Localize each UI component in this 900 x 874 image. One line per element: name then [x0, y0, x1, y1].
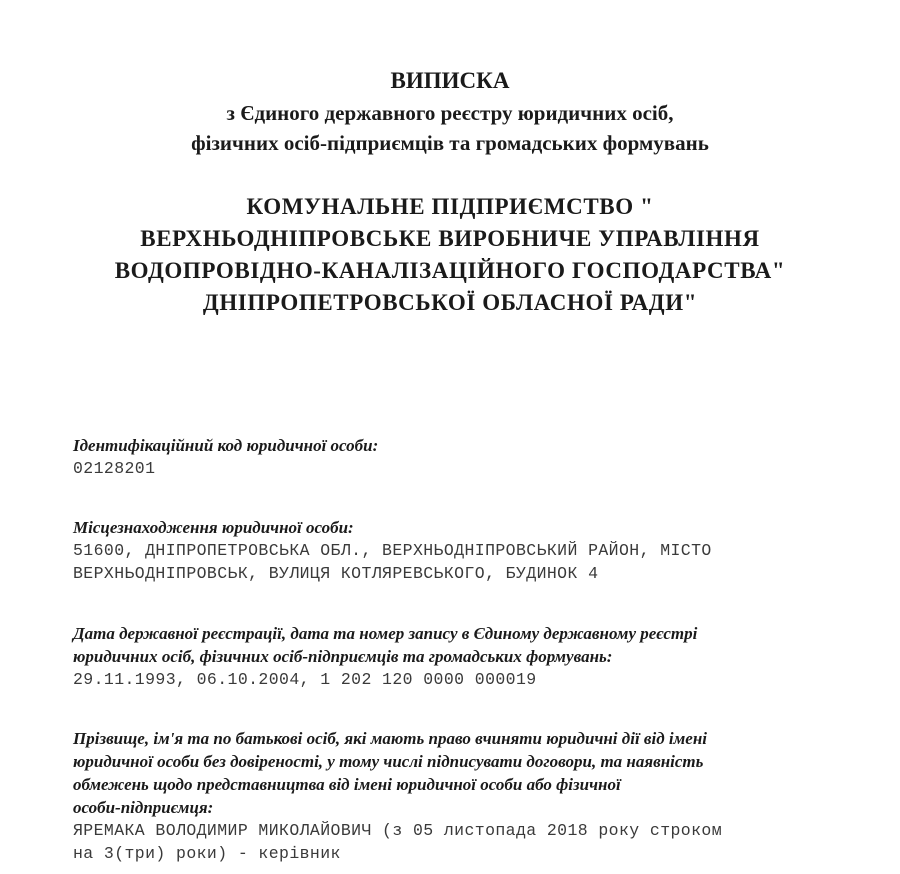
document-title-text: ВИПИСКА	[390, 68, 510, 93]
organization-name-line: ДНІПРОПЕТРОВСЬКОЇ ОБЛАСНОЇ РАДИ"	[202, 290, 698, 315]
document-title	[0, 66, 900, 96]
representatives-label-line: юридичної особи без довіреності, у тому числі підписувати договори, та наявність	[73, 752, 704, 771]
registration-label-line: Дата державної реєстрації, дата та номер запису в Єдиному державному реєстрі	[73, 624, 698, 643]
organization-name	[0, 191, 900, 319]
identification-code-value: 02128201	[73, 459, 156, 478]
identification-code-section	[73, 434, 833, 480]
document-subtitle	[0, 98, 900, 158]
registration-section	[73, 622, 833, 691]
address-label: Місцезнаходження юридичної особи:	[73, 518, 354, 537]
representatives-value-line: ЯРЕМАКА ВОЛОДИМИР МИКОЛАЙОВИЧ (з 05 листопада 2018 року строком	[73, 821, 723, 840]
representatives-section	[73, 727, 833, 865]
organization-name-line: ВЕРХНЬОДНІПРОВСЬКЕ ВИРОБНИЧЕ УПРАВЛІННЯ	[140, 226, 760, 251]
address-value-line: ВЕРХНЬОДНІПРОВСЬК, ВУЛИЦЯ КОТЛЯРЕВСЬКОГО, БУДИНОК 4	[73, 564, 599, 583]
document-subtitle-line: з Єдиного державного реєстру юридичних осіб,	[226, 101, 674, 125]
document-subtitle-line: фізичних осіб-підприємців та громадських формувань	[191, 131, 709, 155]
address-value-line: 51600, ДНІПРОПЕТРОВСЬКА ОБЛ., ВЕРХНЬОДНІПРОВСЬКИЙ РАЙОН, МІСТО	[73, 541, 712, 560]
address-section	[73, 516, 833, 585]
representatives-value-line: на 3(три) роки) - керівник	[73, 844, 341, 863]
registration-label-line: юридичних осіб, фізичних осіб-підприємців та громадських формувань:	[73, 647, 613, 666]
identification-code-label: Ідентифікаційний код юридичної особи:	[73, 436, 379, 455]
organization-name-line: ВОДОПРОВІДНО-КАНАЛІЗАЦІЙНОГО ГОСПОДАРСТВА"	[114, 258, 786, 283]
representatives-label-line: Прізвище, ім'я та по батькові осіб, які мають право вчиняти юридичні дії від імені	[73, 729, 707, 748]
representatives-label-line: особи-підприємця:	[73, 798, 214, 817]
registration-value: 29.11.1993, 06.10.2004, 1 202 120 0000 000019	[73, 670, 537, 689]
representatives-label-line: обмежень щодо представництва від імені юридичної особи або фізичної	[73, 775, 621, 794]
organization-name-line: КОМУНАЛЬНЕ ПІДПРИЄМСТВО "	[246, 194, 654, 219]
